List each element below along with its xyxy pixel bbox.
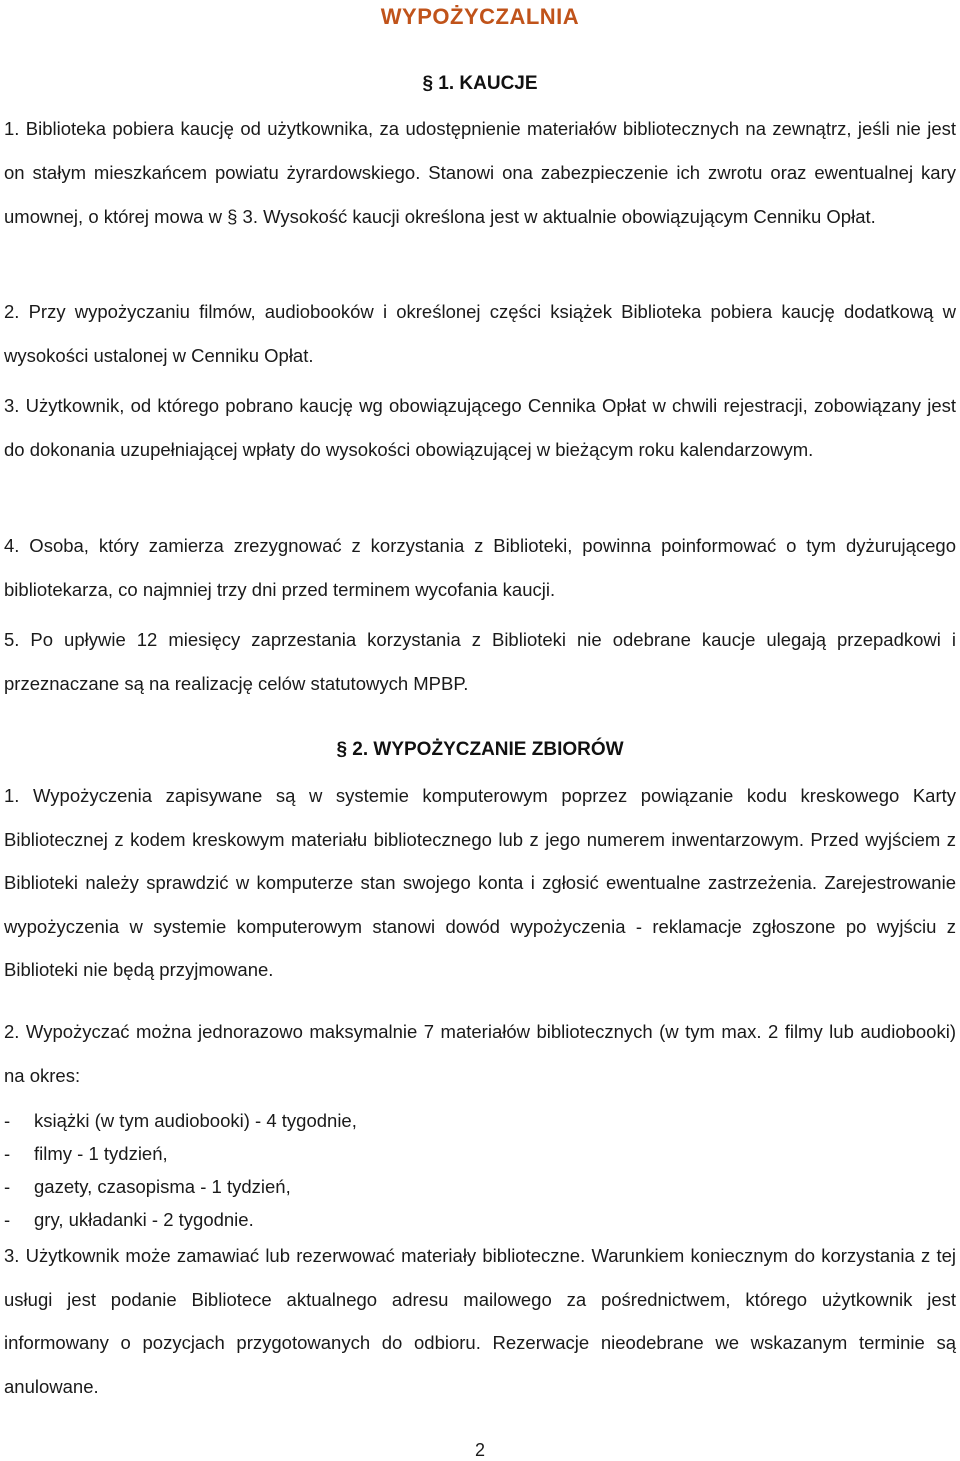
- page-number: 2: [474, 1440, 485, 1460]
- list-item-text: gazety, czasopisma - 1 tydzień,: [34, 1176, 291, 1197]
- section-1-paragraph-2: 2. Przy wypożyczaniu filmów, audiobooków i określonej części książek Biblioteka pobiera kaucję dodatkową w wysokości ustalonej w Cenniku Opłat.: [4, 301, 956, 366]
- list-dash: -: [4, 1176, 11, 1197]
- section-1-paragraph-3: 3. Użytkownik, od którego pobrano kaucję wg obowiązującego Cennika Opłat w chwili rejestracji, zobowiązany jest do dokonania uzupełniającej wpłaty do wysokości obowiązującej w bieżącym roku kalendarzowym.: [4, 395, 956, 460]
- list-item: [4, 1203, 704, 1236]
- section-1-paragraph-5: 5. Po upływie 12 miesięcy zaprzestania korzystania z Biblioteki nie odebrane kaucje ulegają przepadkowi i przeznaczane są na realizację celów statutowych MPBP.: [4, 629, 956, 694]
- list-dash: -: [4, 1110, 11, 1131]
- section-1-heading: § 1. KAUCJE: [422, 73, 538, 94]
- list-item-text: gry, układanki - 2 tygodnie.: [34, 1209, 254, 1230]
- list-item: [4, 1104, 704, 1137]
- list-dash: -: [4, 1143, 11, 1164]
- list-item-text: książki (w tym audiobooki) - 4 tygodnie,: [34, 1110, 357, 1131]
- section-2-paragraph-3: 3. Użytkownik może zamawiać lub rezerwować materiały biblioteczne. Warunkiem koniecznym do korzystania z tej usługi jest podanie Bibliotece aktualnego adresu mailowego za pośrednictwem, którego użytkownik jest informowany o pozycjach przygotowanych do odbioru. Rezerwacje nieodebrane we wskazanym terminie są anulowane.: [4, 1245, 956, 1397]
- list-item-text: filmy - 1 tydzień,: [34, 1143, 168, 1164]
- document-title: WYPOŻYCZALNIA: [380, 4, 580, 29]
- list-dash: -: [4, 1209, 11, 1230]
- section-2-paragraph-1: 1. Wypożyczenia zapisywane są w systemie komputerowym poprzez powiązanie kodu kreskowego Karty Bibliotecznej z kodem kreskowym materiału bibliotecznego lub z jego numerem inwentarzowym. Przed wyjściem z Biblioteki należy sprawdzić w komputerze stan swojego konta i zgłosić ewentualne zastrzeżenia. Zarejestrowanie wypożyczenia w systemie komputerowym stanowi dowód wypożyczenia - reklamacje zgłoszone po wyjściu z Biblioteki nie będą przyjmowane.: [4, 785, 956, 980]
- list-item: [4, 1170, 704, 1203]
- section-2-heading: § 2. WYPOŻYCZANIE ZBIORÓW: [336, 739, 624, 760]
- section-1-paragraph-1: 1. Biblioteka pobiera kaucję od użytkownika, za udostępnienie materiałów bibliotecznych na zewnątrz, jeśli nie jest on stałym mieszkańcem powiatu żyrardowskiego. Stanowi ona zabezpieczenie ich zwrotu oraz ewentualnej kary umownej, o której mowa w § 3. Wysokość kaucji określona jest w aktualnie obowiązującym Cenniku Opłat.: [4, 118, 956, 227]
- list-item: [4, 1137, 704, 1170]
- section-2-paragraph-2: 2. Wypożyczać można jednorazowo maksymalnie 7 materiałów bibliotecznych (w tym max. 2 filmy lub audiobooki) na okres:: [4, 1021, 956, 1086]
- section-1-paragraph-4: 4. Osoba, który zamierza zrezygnować z korzystania z Biblioteki, powinna poinformować o tym dyżurującego bibliotekarza, co najmniej trzy dni przed terminem wycofania kaucji.: [4, 535, 956, 600]
